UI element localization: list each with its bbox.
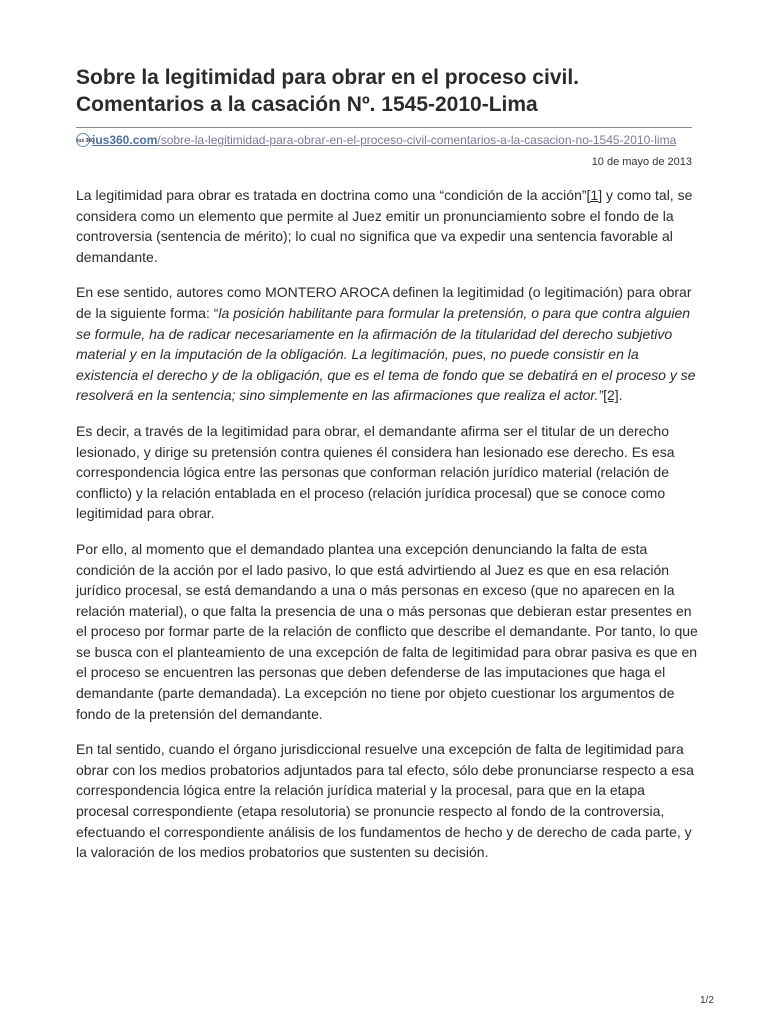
paragraph-2 (76, 282, 698, 406)
p2-text-c: . (618, 387, 623, 404)
paragraph-4: Por ello, al momento que el demandado plantea una excepción denunciando la falta de esta condición de la acción por el lado pasivo, lo que está advirtiendo al Juez es que en esa relación jurídico procesal, se está demandando a una o más personas en exceso (que no aparecen en la relación material), o que falta la presencia de una o más personas que debieran estar presentes en el proceso por formar parte de la relación de conflicto que describe el demandante. Por tanto, lo que se busca con el planteamiento de una excepción de falta de legitimidad para obrar pasiva es que en el proceso se encuentren las personas que deben defenderse de las imputaciones que haga el demandante (parte demandada). La excepción no tiene por objeto cuestionar los argumentos de fondo de la pretensión del demandante. (76, 540, 698, 722)
source-domain-link[interactable]: ius360.com (92, 133, 158, 147)
source-line (76, 131, 692, 149)
title-divider (76, 127, 692, 128)
p2-text-a: En ese sentido, autores como MONTERO AROCA definen la legitimidad (o legitimación) para obrar de la siguiente forma: “ (76, 284, 692, 321)
paragraph-3: Es decir, a través de la legitimidad para obrar, el demandante afirma ser el titular de un derecho lesionado, y dirige su pretensión contra quienes él considera han lesionado ese derecho. Es esa correspondencia lógica entre las personas que conforman relación jurídico material (relación de conflicto) y la relación entablada en el proceso (relación jurídica procesal) que se conoce como legitimidad para obrar. (76, 422, 675, 522)
ius360-logo-icon: ius 360 (76, 133, 90, 147)
footnote-link-1[interactable]: [1] (586, 187, 603, 203)
paragraph-1 (76, 185, 698, 267)
page-number: 1/2 (700, 995, 714, 1006)
publish-date: 10 de mayo de 2013 (591, 156, 692, 168)
p2-quote: la posición habilitante para formular la pretensión, o para que contra alguien se formule, ha de radicar necesariamente en la afirmación de la titularidad del derecho subjetivo material y en la imputación de la obligación. La legitimación, pues, no puede consistir en la existencia el derecho y de la obligación, que es el tema de fondo que se debatirá en el proceso y se resolverá en la sentencia; sino simplemente en las afirmaciones que realiza el actor. (76, 304, 696, 404)
footnote-link-2[interactable]: [2] (603, 387, 619, 404)
article-body (76, 185, 698, 878)
paragraph-5: En tal sentido, cuando el órgano jurisdiccional resuelve una excepción de falta de legitimidad para obrar con los medios probatorios adjuntados para tal efecto, sólo debe pronunciarse respecto a esa correspondencia lógica entre la relación jurídica material y la procesal, para que en la etapa procesal correspondiente (etapa resolutoria) se pronuncie respecto al fondo de la controversia, efectuando el correspondiente análisis de los fundamentos de hecho y de derecho de cada parte, y la valoración de los medios probatorios que sustenten su decisión. (76, 741, 694, 861)
document-page (76, 0, 698, 1024)
p2-quote-close: ” (598, 387, 604, 404)
p1-text-a: La legitimidad para obrar es tratada en doctrina como una “condición de la acción” (76, 187, 587, 203)
p1-text-b: y como tal, se considera como un elemento que permite al Juez emitir un pronunciamiento sobre el fondo de la controversia (sentencia de mérito); lo cual no significa que va expedir una sentencia favorable al demandante. (76, 187, 693, 265)
source-path-link[interactable]: /sobre-la-legitimidad-para-obrar-en-el-proceso-civil-comentarios-a-la-casacion-no-1545-2010-lima (157, 133, 677, 147)
page-title: Sobre la legitimidad para obrar en el proceso civil. Comentarios a la casación Nº. 1545-2010-Lima (76, 66, 579, 116)
